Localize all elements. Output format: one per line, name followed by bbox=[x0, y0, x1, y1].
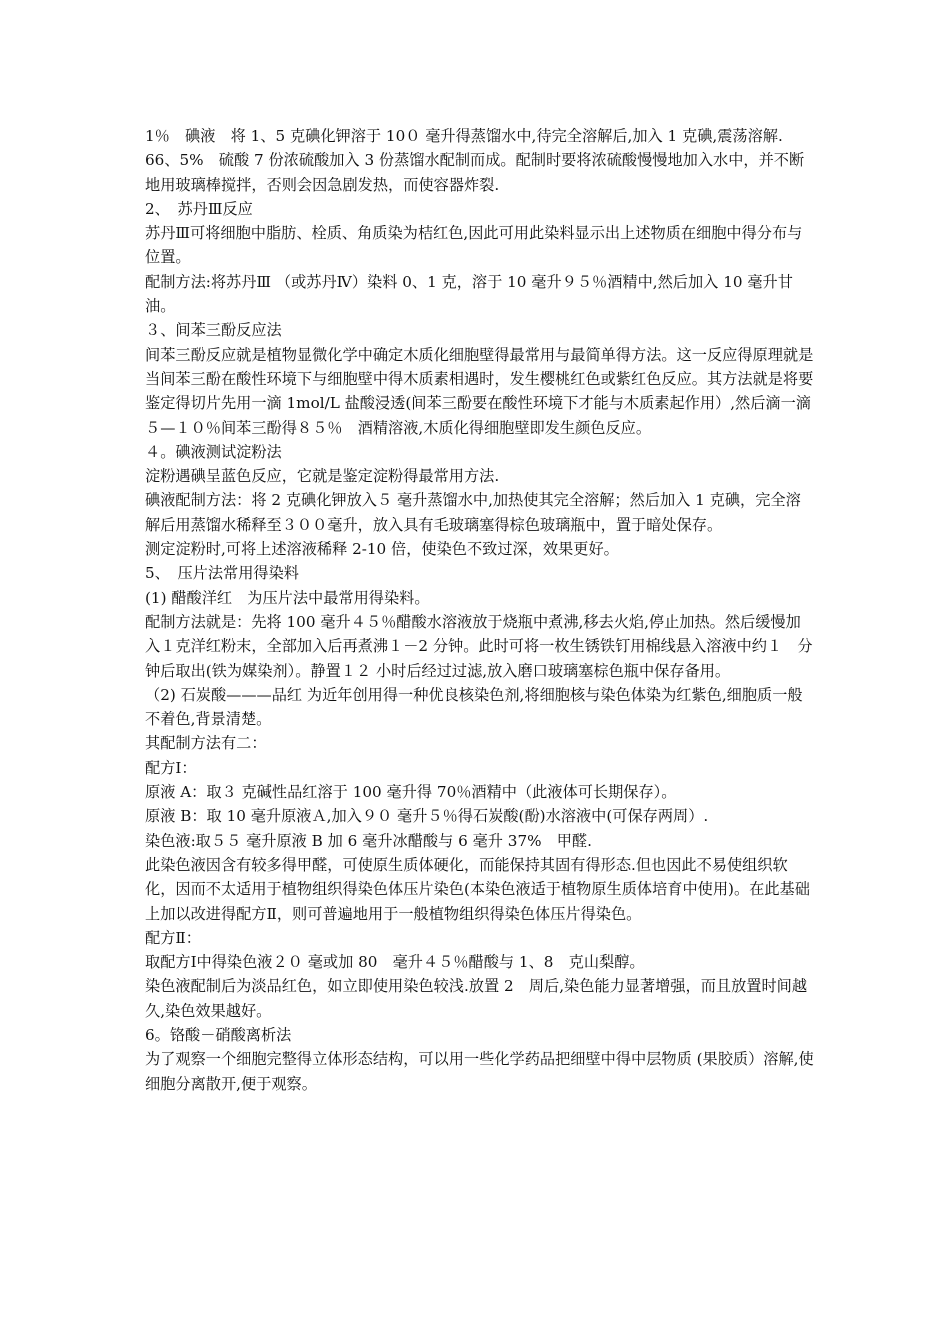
heading-formula-2: 配方Ⅱ： bbox=[145, 928, 201, 947]
paragraph-formula-2-recipe: 取配方Ⅰ中得染色液２０ 毫或加 80 毫升４５％醋酸与 1、8 克山梨醇。 bbox=[145, 953, 645, 972]
paragraph-stock-a: 原液 A：取３ 克碱性品红溶于 100 毫升得 70％酒精中（此液体可长期保存）。 bbox=[145, 783, 677, 802]
paragraph-sudan-preparation: 配制方法:将苏丹Ⅲ （或苏丹Ⅳ）染料 0、1 克，溶于 10 毫升９５％酒精中,然后加入 10 毫升甘油。 bbox=[145, 272, 793, 316]
paragraph-sudan-description: 苏丹Ⅲ可将细胞中脂肪、栓质、角质染为桔红色,因此可用此染料显示出上述物质在细胞中得分布与位置。 bbox=[145, 224, 803, 267]
paragraph-iodine-solution: 1％ 碘液 将 1、5 克碘化钾溶于 10０ 毫升得蒸馏水中,待完全溶解后,加入 1 克碘,震荡溶解. bbox=[145, 127, 783, 145]
heading-formula-1: 配方Ⅰ： bbox=[145, 758, 197, 777]
paragraph-acetocarmine-preparation: 配制方法就是：先将 100 毫升４５％醋酸水溶液放于烧瓶中煮沸,移去火焰,停止加热。然后缓慢加入１克洋红粉末，全部加入后再煮沸１－2 分钟。此时可将一枚生锈铁钉用棉线悬入溶液中约１ 分钟后取出(铁为媒染剂）。静置１２ 小时后经过过滤,放入磨口玻璃塞棕色瓶中保存备用。 bbox=[145, 612, 813, 680]
paragraph-formaldehyde-note: 此染色液因含有较多得甲醛，可使原生质体硬化，而能保持其固有得形态.但也因此不易使组织软化，因而不太适用于植物组织得染色体压片染色(本染色液适于植物原生质体培育中使用)。在此基础上加以改进得配方Ⅱ，则可普遍地用于一般植物组织得染色体压片得染色。 bbox=[145, 855, 810, 923]
document-body bbox=[145, 124, 815, 1096]
paragraph-starch-dilution: 测定淀粉时,可将上述溶液稀释 2-10 倍，使染色不致过深，效果更好。 bbox=[145, 540, 619, 559]
paragraph-stain-solution: 染色液:取５５ 毫升原液 B 加 6 毫升冰醋酸与 6 毫升 37% 甲醛. bbox=[145, 831, 592, 850]
heading-chromic-nitric: 6。铬酸－硝酸离析法 bbox=[145, 1025, 292, 1044]
paragraph-iodine-preparation: 碘液配制方法：将 2 克碘化钾放入５ 毫升蒸馏水中,加热使其完全溶解；然后加入 1 克碘，完全溶解后用蒸馏水稀释至３００毫升，放入具有毛玻璃塞得棕色玻璃瓶中，置于暗处保存。 bbox=[145, 491, 801, 534]
heading-phloroglucinol: ３、间苯三酚反应法 bbox=[145, 321, 282, 340]
paragraph-stock-b: 原液 B：取 10 毫升原液Ａ,加入９０ 毫升５％得石炭酸(酚)水溶液中(可保存两周）. bbox=[145, 807, 709, 826]
paragraph-carbol-fuchsin: （2) 石炭酸———品红 为近年创用得一种优良核染色剂,将细胞核与染色体染为红紫色,细胞质一般不着色,背景清楚。 bbox=[145, 685, 803, 729]
paragraph-phloroglucinol-method: 间苯三酚反应就是植物显微化学中确定木质化细胞壁得最常用与最简单得方法。这一反应得原理就是当间苯三酚在酸性环境下与细胞壁中得木质素相遇时，发生樱桃红色或紫红色反应。其方法就是将要鉴定得切片先用一滴 1mol/L 盐酸浸透(间苯三酚要在酸性环境下才能与木质素起作用）,然后滴一滴５—１０％间苯三酚得８５％ 酒精溶液,木质化得细胞壁即发生颜色反应。 bbox=[145, 345, 814, 437]
heading-squash-stains: 5、 压片法常用得染料 bbox=[145, 564, 299, 583]
paragraph-starch-reaction: 淀粉遇碘呈蓝色反应，它就是鉴定淀粉得最常用方法. bbox=[145, 467, 500, 486]
paragraph-two-methods: 其配制方法有二： bbox=[145, 734, 267, 753]
paragraph-maceration: 为了观察一个细胞完整得立体形态结构，可以用一些化学药品把细壁中得中层物质 (果胶质）溶解,使细胞分离散开,便于观察。 bbox=[145, 1050, 814, 1093]
paragraph-sulfuric-acid: 66、5% 硫酸 7 份浓硫酸加入 3 份蒸馏水配制而成。配制时要将浓硫酸慢慢地加入水中，并不断地用玻璃棒搅拌，否则会因急剧发热，而使容器炸裂. bbox=[145, 151, 805, 194]
heading-sudan-reaction: 2、 苏丹Ⅲ反应 bbox=[145, 199, 253, 218]
heading-iodine-starch-test: ４。碘液测试淀粉法 bbox=[145, 442, 282, 461]
paragraph-stain-aging: 染色液配制后为淡品红色，如立即使用染色较浅.放置 2 周后,染色能力显著增强，而且放置时间越久,染色效果越好。 bbox=[145, 977, 808, 1020]
paragraph-acetocarmine: (1) 醋酸洋红 为压片法中最常用得染料。 bbox=[145, 588, 430, 607]
